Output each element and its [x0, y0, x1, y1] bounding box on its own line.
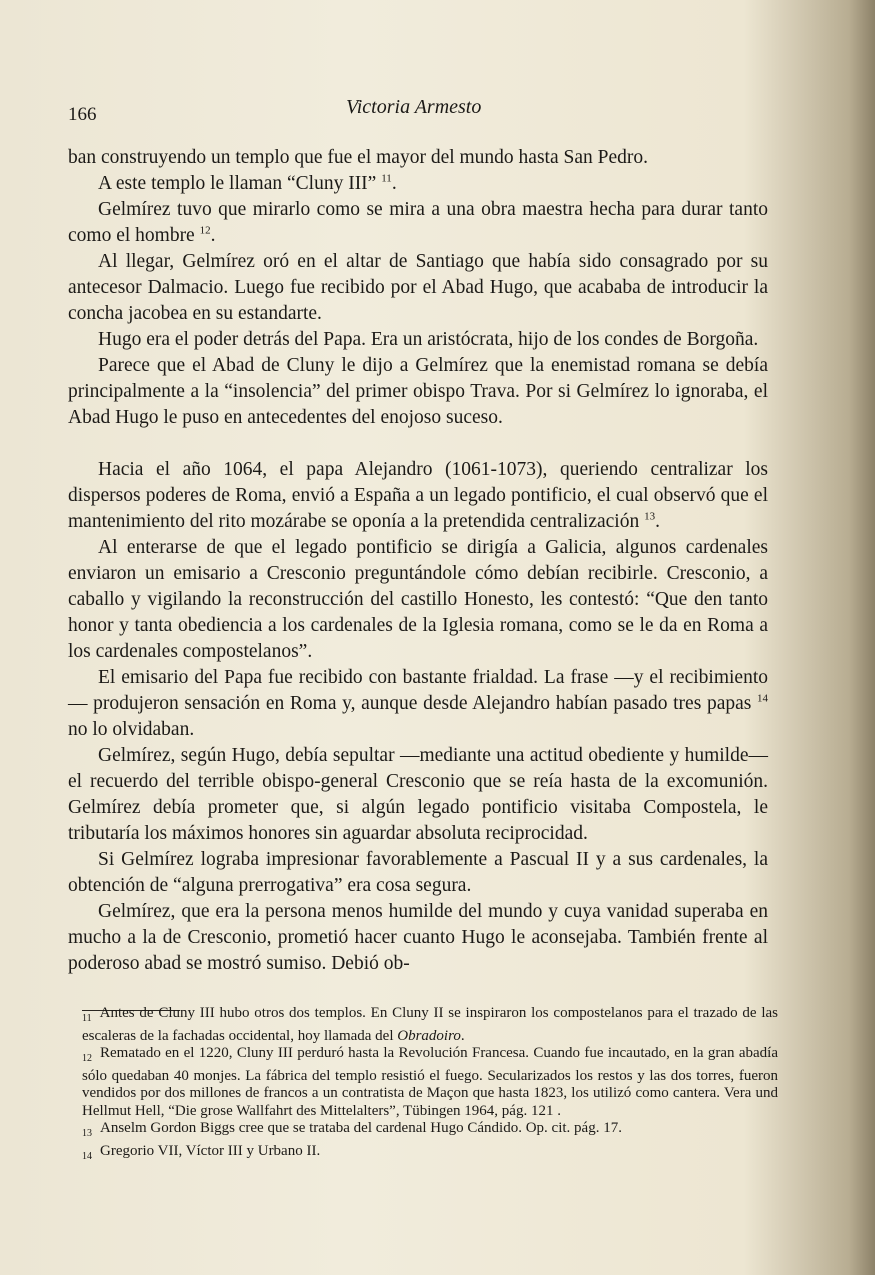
paragraph: Hugo era el poder detrás del Papa. Era un aristócrata, hijo de los condes de Borgoña. [98, 329, 759, 350]
page-number: 166 [68, 104, 97, 125]
paragraph: Gelmírez, según Hugo, debía sepultar —mediante una actitud obediente y humilde— el recuerdo del terrible obispo-general Cresconio que se reía hasta de la excomunión. Gelmírez debía prometer que, si algún legado pontificio visitaba Compostela, le tributaría los máximos honores sin aguardar absoluta reciprocidad. [68, 745, 768, 844]
paragraph: Si Gelmírez lograba impresionar favorablemente a Pascual II y a sus cardenales, la obtención de “alguna prerrogativa” era cosa segura. [68, 849, 768, 896]
paragraph: Al llegar, Gelmírez oró en el altar de Santiago que había sido consagrado por su antecesor Dalmacio. Luego fue recibido por el Abad Hugo, que acababa de introducir la concha jacobea en su estandarte. [68, 251, 768, 324]
footnote-number: 13 [82, 1128, 92, 1139]
paragraph: A este templo le llaman “Cluny III” $^{11}$. [98, 172, 397, 194]
paragraph: Hacia el año 1064, el papa Alejandro (1061-1073), queriendo centralizar los dispersos poderes de Roma, envió a España a un legado pontificio, el cual observó que el mantenimiento del rito mozárabe se oponía a la pretendida centralización $^{13}$. [68, 459, 768, 532]
footnote: $_{13}$ Anselm Gordon Biggs cree que se trataba del cardenal Hugo Cándido. Op. cit. pág. 17. [82, 1120, 622, 1139]
footnote: $_{14}$ Gregorio VII, Víctor III y Urbano II. [82, 1142, 321, 1162]
paragraph: ban construyendo un templo que fue el mayor del mundo hasta San Pedro. [68, 147, 648, 168]
paragraph: Gelmírez tuvo que mirarlo como se mira a una obra maestra hecha para durar tanto como el hombre $^{12}$. [68, 199, 768, 246]
footnote-ref[interactable]: 12 [199, 224, 211, 237]
paragraph: Gelmírez, que era la persona menos humilde del mundo y cuya vanidad superaba en mucho a la de Cresconio, prometió hacer cuanto Hugo le aconsejaba. También frente al poderoso abad se mostró sumiso. Debió ob- [68, 901, 768, 974]
footnote-number: 12 [82, 1053, 92, 1064]
footnote: $_{11}$ Antes de Cluny III hubo otros dos templos. En Cluny II se inspiraron los compostelanos para el trazado de las escaleras de la fachadas occidental, hoy llamada del Obradoiro. [82, 1005, 778, 1044]
footnotes [82, 1005, 778, 1165]
running-head: Victoria Armesto [346, 96, 482, 118]
footnote-ref[interactable]: 14 [757, 692, 768, 705]
footnote-ref[interactable]: 13 [644, 510, 656, 523]
footnote-ref[interactable]: 11 [381, 172, 392, 185]
footnote-number: 14 [82, 1150, 92, 1162]
body-text [68, 145, 768, 977]
paragraph: El emisario del Papa fue recibido con bastante frialdad. La frase —y el recibimiento— produjeron sensación en Roma y, aunque desde Alejandro habían pasado tres papas $^{14}$ no lo olvidaban. [68, 667, 768, 740]
paragraph: Al enterarse de que el legado pontificio se dirigía a Galicia, algunos cardenales enviaron un emisario a Cresconio preguntándole cómo debían recibirle. Cresconio, a caballo y vigilando la reconstrucción del castillo Honesto, les contestó: “Que den tanto honor y tanta obediencia a los cardenales de la Iglesia romana, como se le da en Roma a los cardenales compostelanos”. [68, 537, 768, 662]
paragraph: Parece que el Abad de Cluny le dijo a Gelmírez que la enemistad romana se debía principalmente a la “insolencia” del primer obispo Trava. Por si Gelmírez lo ignoraba, el Abad Hugo le puso en antecedentes del enojoso suceso. [68, 355, 768, 428]
page-header [68, 96, 765, 126]
footnote-number: 11 [82, 1013, 92, 1024]
footnote: $_{12}$ Rematado en el 1220, Cluny III perduró hasta la Revolución Francesa. Cuando fue incautado, en la gran abadía sólo quedaban 40 monjes. La fábrica del templo resistió el fuego. Secularizados los restos y las dos torres, fueron vendidos por dos millones de francos a un contratista de Maçon que hasta 1823, los utilizó como cantera. Vera und Hellmut Hell, “Die grose Wallfahrt des Mittelalters”, Tübingen 1964, pág. 121 . [82, 1045, 778, 1119]
